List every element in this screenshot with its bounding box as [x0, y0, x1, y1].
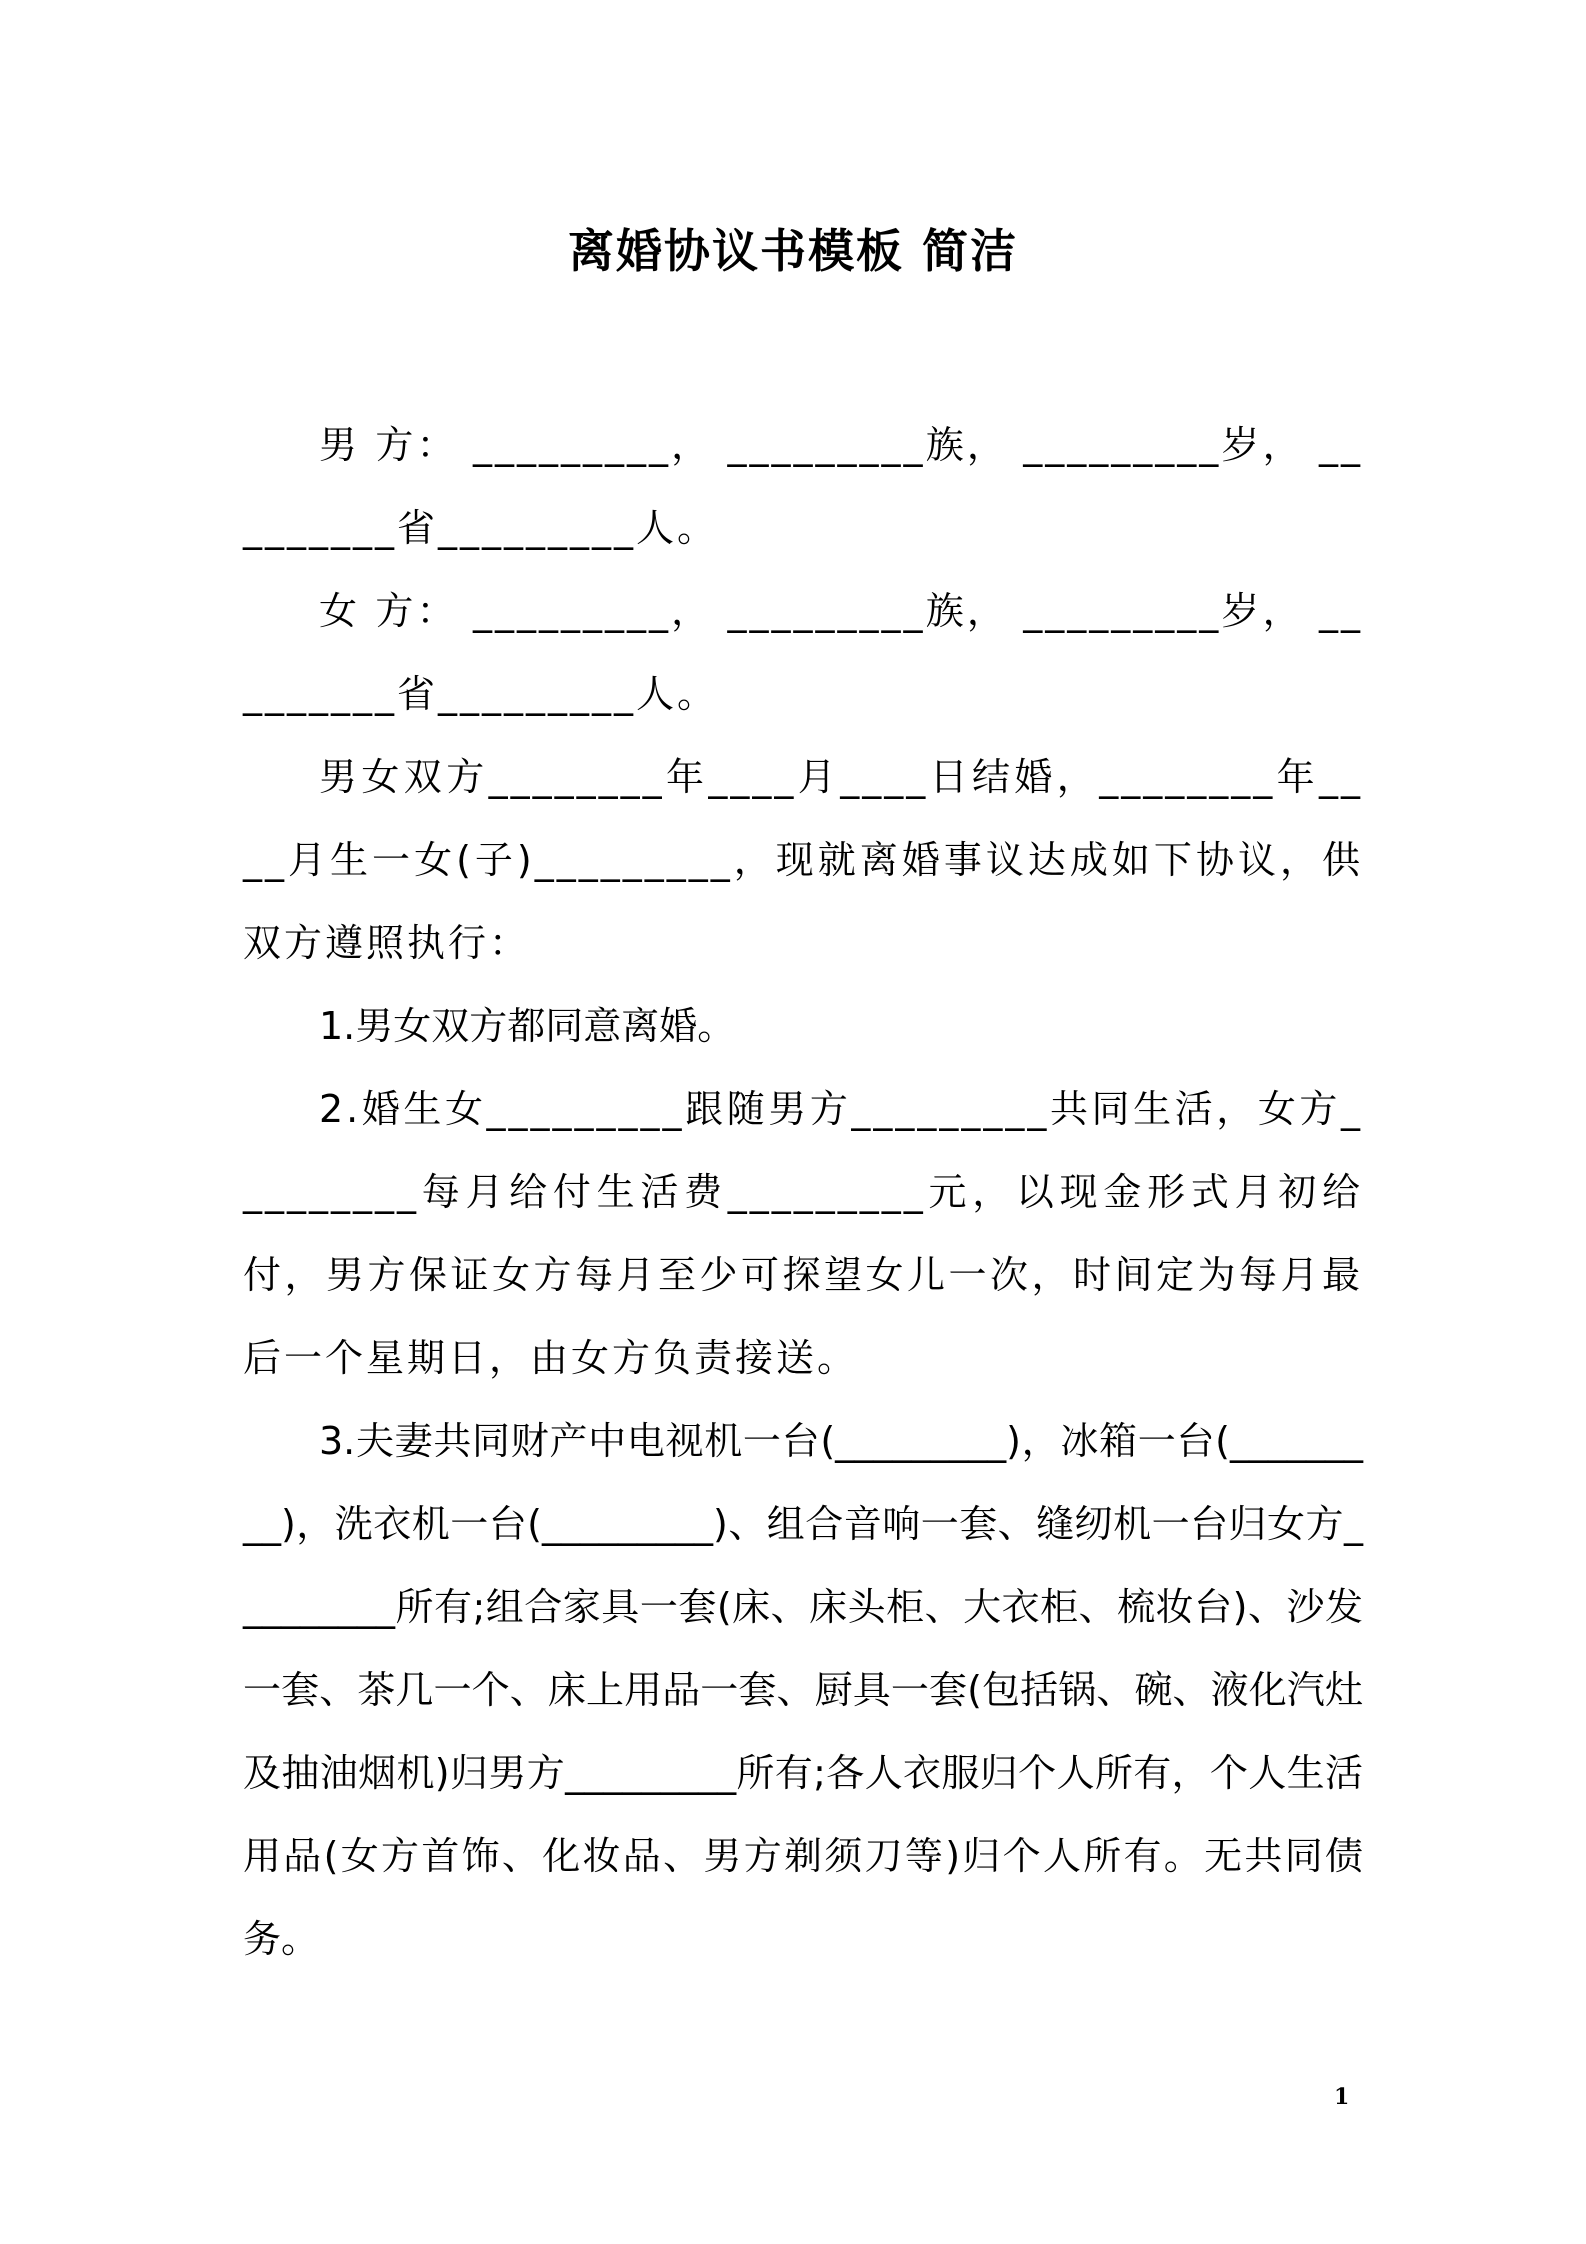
- paragraph-clause-3: 3.夫妻共同财产中电视机一台(_________)，冰箱一台(_________)，洗衣机一台(_________)、组合音响一套、缝纫机一台归女方_________所有;组合家具一套(床、床头柜、大衣柜、梳妆台)、沙发一套、茶几一个、床上用品一套、厨具一套(包括锅、碗、液化汽灶及抽油烟机)归男方_________所有;各人衣服归个人所有，个人生活用品(女方首饰、化妆品、男方剃须刀等)归个人所有。无共同债务。: [243, 1419, 1363, 1961]
- document-body: [243, 404, 1363, 1981]
- paragraph-clause-2: 2.婚生女_________跟随男方_________共同生活，女方_________每月给付生活费_________元，以现金形式月初给付，男方保证女方每月至少可探望女儿一次，时间定为每月最后一个星期日，由女方负责接送。: [243, 1087, 1363, 1380]
- paragraph-male-party: 男 方： _________， _________族， _________岁， _________省_________人。: [243, 423, 1363, 550]
- paragraph-clause-1: 1.男女双方都同意离婚。: [319, 1004, 736, 1048]
- document-title: 离婚协议书模板 简洁: [567, 224, 1018, 278]
- paragraph-marriage-info: 男女双方________年____月____日结婚，________年____月生一女(子)_________，现就离婚事议达成如下协议，供双方遵照执行：: [243, 755, 1363, 965]
- page-number: 1: [1334, 2084, 1350, 2110]
- paragraph-female-party: 女 方： _________， _________族， _________岁， _________省_________人。: [243, 589, 1363, 716]
